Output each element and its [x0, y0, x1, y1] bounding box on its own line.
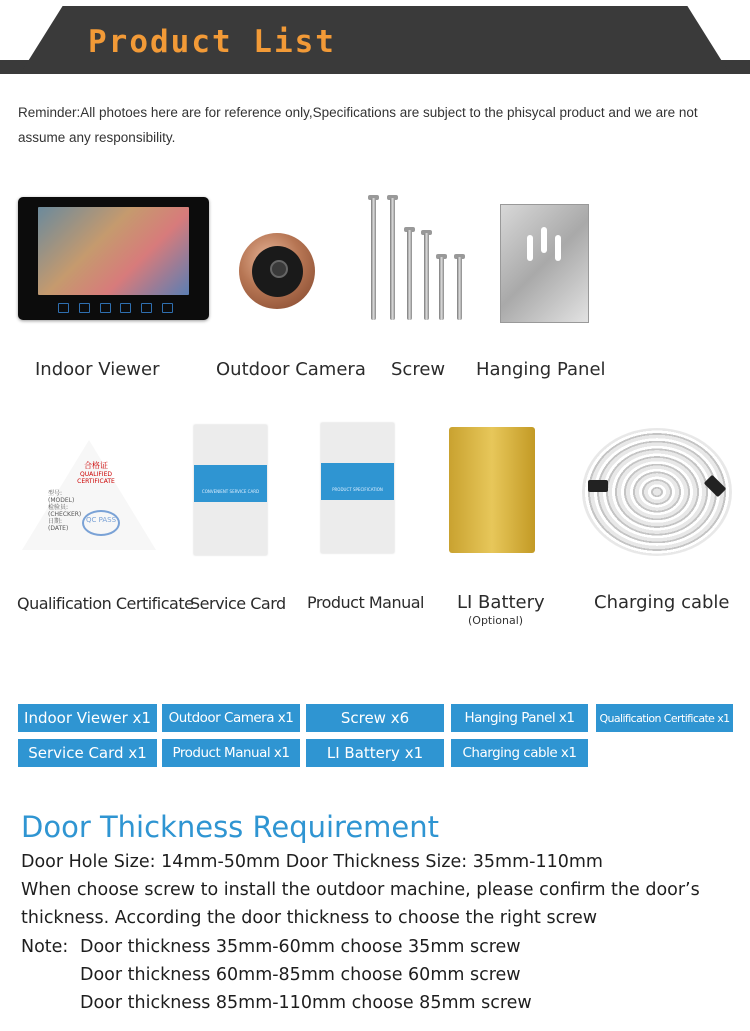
requirement-instruction-cont: thickness. According the door thickness to choose the right screw [21, 908, 598, 928]
label-outdoor-camera: Outdoor Camera [216, 359, 366, 380]
viewer-screen [38, 207, 189, 295]
charging-cable-image [582, 428, 732, 556]
requirement-instruction: When choose screw to install the outdoor machine, please confirm the door’s [21, 880, 700, 900]
summary-hanging-panel: Hanging Panel x1 [451, 704, 588, 732]
label-qualification-certificate: Qualification Certificate [17, 594, 194, 613]
label-product-manual: Product Manual [307, 593, 424, 612]
summary-charging-cable: Charging cable x1 [451, 739, 588, 767]
qc-stamp-text: QC PASS [85, 516, 117, 524]
label-screw: Screw [391, 359, 446, 380]
reminder-text: Reminder:All photoes here are for reference only,Specifications are subject to the phisycal product and we are not assume any responsibility. [18, 105, 698, 145]
service-card-image [194, 425, 267, 555]
summary-service-card: Service Card x1 [18, 739, 157, 767]
product-manual-band-text: PRODUCT SPECIFICATION [332, 487, 383, 492]
requirement-title: Door Thickness Requirement [21, 810, 440, 844]
note-line-3: Door thickness 85mm-110mm choose 85mm screw [80, 993, 532, 1013]
indoor-viewer-image [18, 197, 209, 320]
product-manual-image [321, 423, 394, 553]
usb-plug-icon [588, 480, 608, 492]
li-battery-image [449, 427, 535, 553]
service-card-band [194, 465, 267, 502]
hanging-panel-image [500, 204, 589, 323]
label-indoor-viewer: Indoor Viewer [35, 359, 160, 380]
service-card-band-text: CONVENIENT SERVICE CARD [201, 489, 260, 494]
summary-product-manual: Product Manual x1 [162, 739, 300, 767]
certificate-fields: 型号: (MODEL) 检验员: (CHECKER) 日期: (DATE) [48, 490, 82, 532]
certificate-title: 合格证 QUALIFIED CERTIFICATE [77, 461, 115, 485]
label-li-battery: LI Battery [457, 592, 545, 613]
note-label: Note: [21, 937, 69, 957]
summary-screw: Screw x6 [306, 704, 444, 732]
label-service-card: Service Card [190, 594, 286, 613]
label-li-battery-optional: (Optional) [468, 614, 524, 627]
requirement-sizes: Door Hole Size: 14mm-50mm Door Thickness Size: 35mm-110mm [21, 852, 603, 872]
label-hanging-panel: Hanging Panel [476, 359, 606, 380]
summary-li-battery: LI Battery x1 [306, 739, 444, 767]
viewer-buttons [58, 303, 173, 313]
page-title: Product List [88, 24, 336, 60]
summary-outdoor-camera: Outdoor Camera x1 [162, 704, 300, 732]
note-line-2: Door thickness 60mm-85mm choose 60mm screw [80, 965, 521, 985]
note-line-1: Door thickness 35mm-60mm choose 35mm screw [80, 937, 521, 957]
label-charging-cable: Charging cable [594, 592, 730, 613]
product-manual-band [321, 463, 394, 500]
summary-qualification-certificate: Qualification Certificate x1 [596, 704, 733, 732]
camera-lens [270, 260, 288, 278]
summary-indoor-viewer: Indoor Viewer x1 [18, 704, 157, 732]
